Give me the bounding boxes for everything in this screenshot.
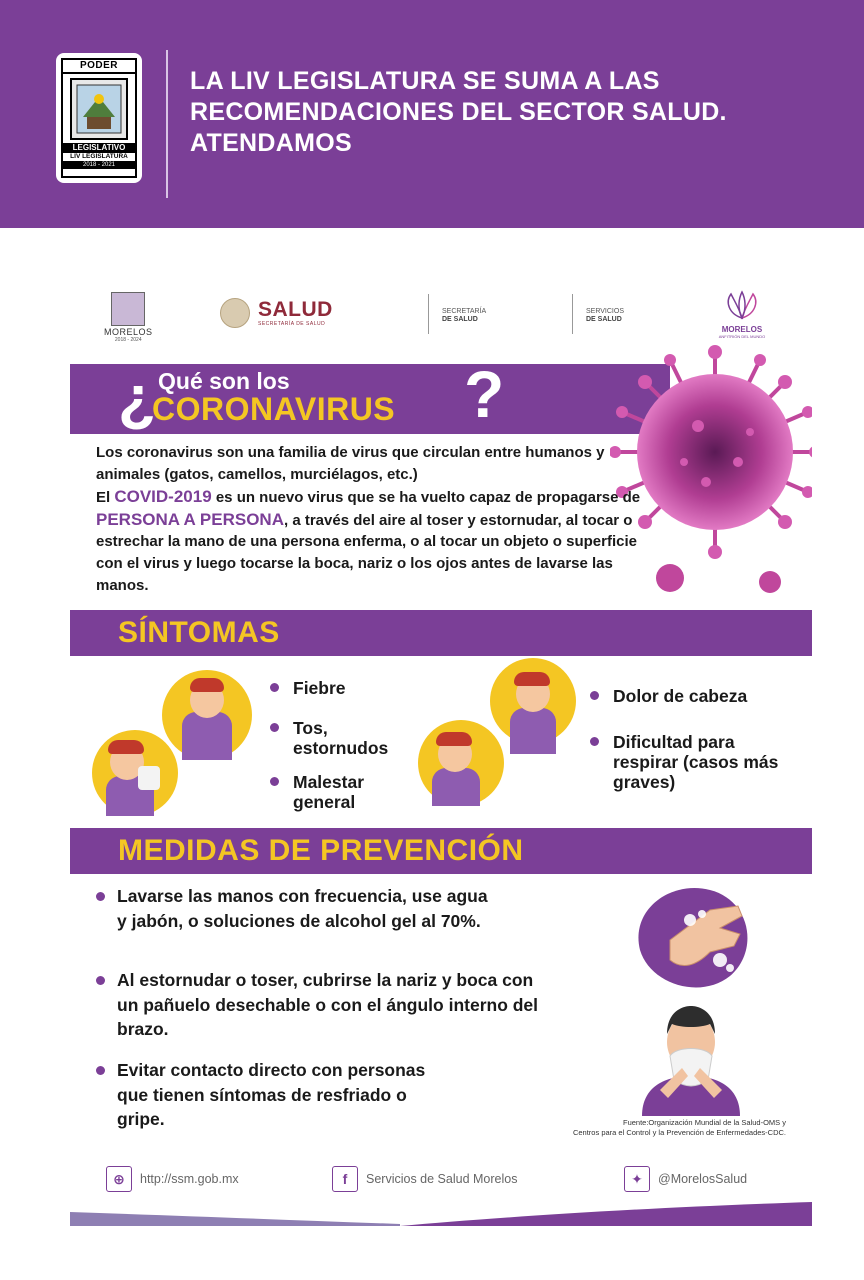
seal-sub-text: LIV LEGISLATURA <box>70 153 128 160</box>
symptom-label: Dolor de cabeza <box>613 686 748 706</box>
web-icon: ⊕ <box>106 1166 132 1192</box>
prevention-label: Evitar contacto directo con personas que tienen síntomas de resfriado o gripe. <box>117 1060 426 1129</box>
secretaria-logo <box>442 308 486 324</box>
salud-logo <box>220 298 333 328</box>
title-big: CORONAVIRUS <box>152 391 396 427</box>
symptom-item <box>590 686 747 706</box>
source-line: Centros para el Control y la Prevención de Enfermedades-CDC. <box>572 1128 786 1137</box>
symptom-item <box>270 718 400 758</box>
bullet-icon <box>590 737 599 746</box>
secretaria-line2: DE SALUD <box>442 316 478 323</box>
prevention-item <box>96 884 496 933</box>
covid-text-a: El <box>96 489 115 506</box>
morelos-flower-logo <box>716 290 768 339</box>
header-title-line: ATENDAMOS <box>190 129 352 157</box>
covid-text-b: es un nuevo virus que se ha vuelto capaz de propagarse de <box>211 489 641 506</box>
legislature-seal <box>56 53 142 183</box>
handwash-illustration <box>630 880 760 992</box>
servicios-line2: DE SALUD <box>586 316 622 323</box>
seal-mid-text: LEGISLATIVO <box>63 143 135 153</box>
symptom-label: Fiebre <box>293 678 346 698</box>
facebook-icon: f <box>332 1166 358 1192</box>
servicios-line1: SERVICIOS <box>586 308 624 315</box>
symptom-item <box>270 772 380 812</box>
sneeze-illustration <box>92 730 178 816</box>
bullet-icon <box>590 691 599 700</box>
header-title-line: LA LIV LEGISLATURA SE SUMA A LAS <box>190 67 660 95</box>
bullet-icon <box>96 892 105 901</box>
header-title <box>190 66 840 159</box>
header-banner <box>0 0 864 228</box>
symptom-label: Dificultad para respirar (casos más graves) <box>613 732 779 792</box>
bullet-icon <box>270 683 279 692</box>
facebook-text: Servicios de Salud Morelos <box>366 1172 518 1186</box>
prevention-item <box>96 1058 446 1132</box>
seal-years-text: 2018 - 2021 <box>63 161 135 169</box>
twitter-icon: ✦ <box>624 1166 650 1192</box>
salud-logo-sub: SECRETARÍA DE SALUD <box>258 321 326 327</box>
persona-highlight: PERSONA A PERSONA <box>96 509 284 529</box>
prevention-label: Lavarse las manos con frecuencia, use agua y jabón, o soluciones de alcohol gel al 70%. <box>117 886 488 931</box>
website-text: http://ssm.gob.mx <box>140 1172 239 1186</box>
symptoms-title: SÍNTOMAS <box>118 616 280 649</box>
symptom-label: Malestar general <box>293 772 365 812</box>
flower-icon <box>719 290 765 320</box>
morelos-shield-icon <box>111 292 145 326</box>
morelos-logo-name: MORELOS <box>104 327 153 337</box>
intro-paragraph: Los coronavirus son una familia de virus que circulan entre humanos y animales (gatos, camellos, murciélagos, etc.) <box>96 444 605 483</box>
covid-text-c: , a través del aire al toser y estornudar, al tocar o estrechar la mano de una persona enferma, o al tocar un objeto o superficie con el virus y luego tocarse la boca, nariz o los ojos antes de lavarse las manos. <box>96 511 637 594</box>
bullet-icon <box>270 723 279 732</box>
seal-top-text: PODER <box>63 60 135 74</box>
secretaria-line1: SECRETARÍA <box>442 308 487 315</box>
logo-divider <box>428 294 429 334</box>
headache-illustration <box>490 658 576 744</box>
source-note <box>573 1118 786 1138</box>
servicios-logo <box>586 308 624 324</box>
source-line: Fuente:Organización Mundial de la Salud-OMS y <box>622 1118 786 1127</box>
logo-divider <box>572 294 573 334</box>
flower-logo-sub: ANFITRIÓN DEL MUNDO <box>718 334 766 339</box>
header-divider <box>166 50 168 198</box>
fever-illustration <box>162 670 252 760</box>
symptom-item <box>590 732 780 792</box>
twitter-link[interactable] <box>624 1166 747 1192</box>
footer-wave <box>70 1202 812 1226</box>
prevention-item <box>96 968 546 1042</box>
prevention-label: Al estornudar o toser, cubrirse la nariz y boca con un pañuelo desechable o con el ángulo interno del brazo. <box>117 970 539 1039</box>
facebook-link[interactable] <box>332 1166 517 1192</box>
infographic-poster <box>70 272 812 1226</box>
prevention-title: MEDIDAS DE PREVENCIÓN <box>118 834 524 867</box>
eagle-emblem-icon <box>220 298 250 328</box>
bullet-icon <box>270 777 279 786</box>
malaise-illustration <box>418 720 504 806</box>
bullet-icon <box>96 1066 105 1075</box>
cover-mouth-illustration <box>636 998 746 1116</box>
symptom-item <box>270 678 346 698</box>
twitter-text: @MorelosSalud <box>658 1172 748 1186</box>
covid-highlight: COVID-2019 <box>114 487 212 506</box>
covid-paragraph <box>96 486 644 597</box>
morelos-logo <box>104 292 153 343</box>
inverted-question-mark: ¿ <box>118 364 156 433</box>
title-small: Qué son los <box>158 368 290 394</box>
morelos-logo-years: 2018 - 2024 <box>114 337 142 343</box>
seal-emblem-icon <box>69 77 129 141</box>
flower-logo-name: MORELOS <box>721 325 763 334</box>
website-link[interactable] <box>106 1166 239 1192</box>
bullet-icon <box>96 976 105 985</box>
header-title-line: RECOMENDACIONES DEL SECTOR SALUD. <box>190 98 727 126</box>
symptom-label: Tos, estornudos <box>293 718 389 758</box>
question-mark: ? <box>464 357 505 431</box>
salud-logo-name: SALUD <box>258 298 333 321</box>
